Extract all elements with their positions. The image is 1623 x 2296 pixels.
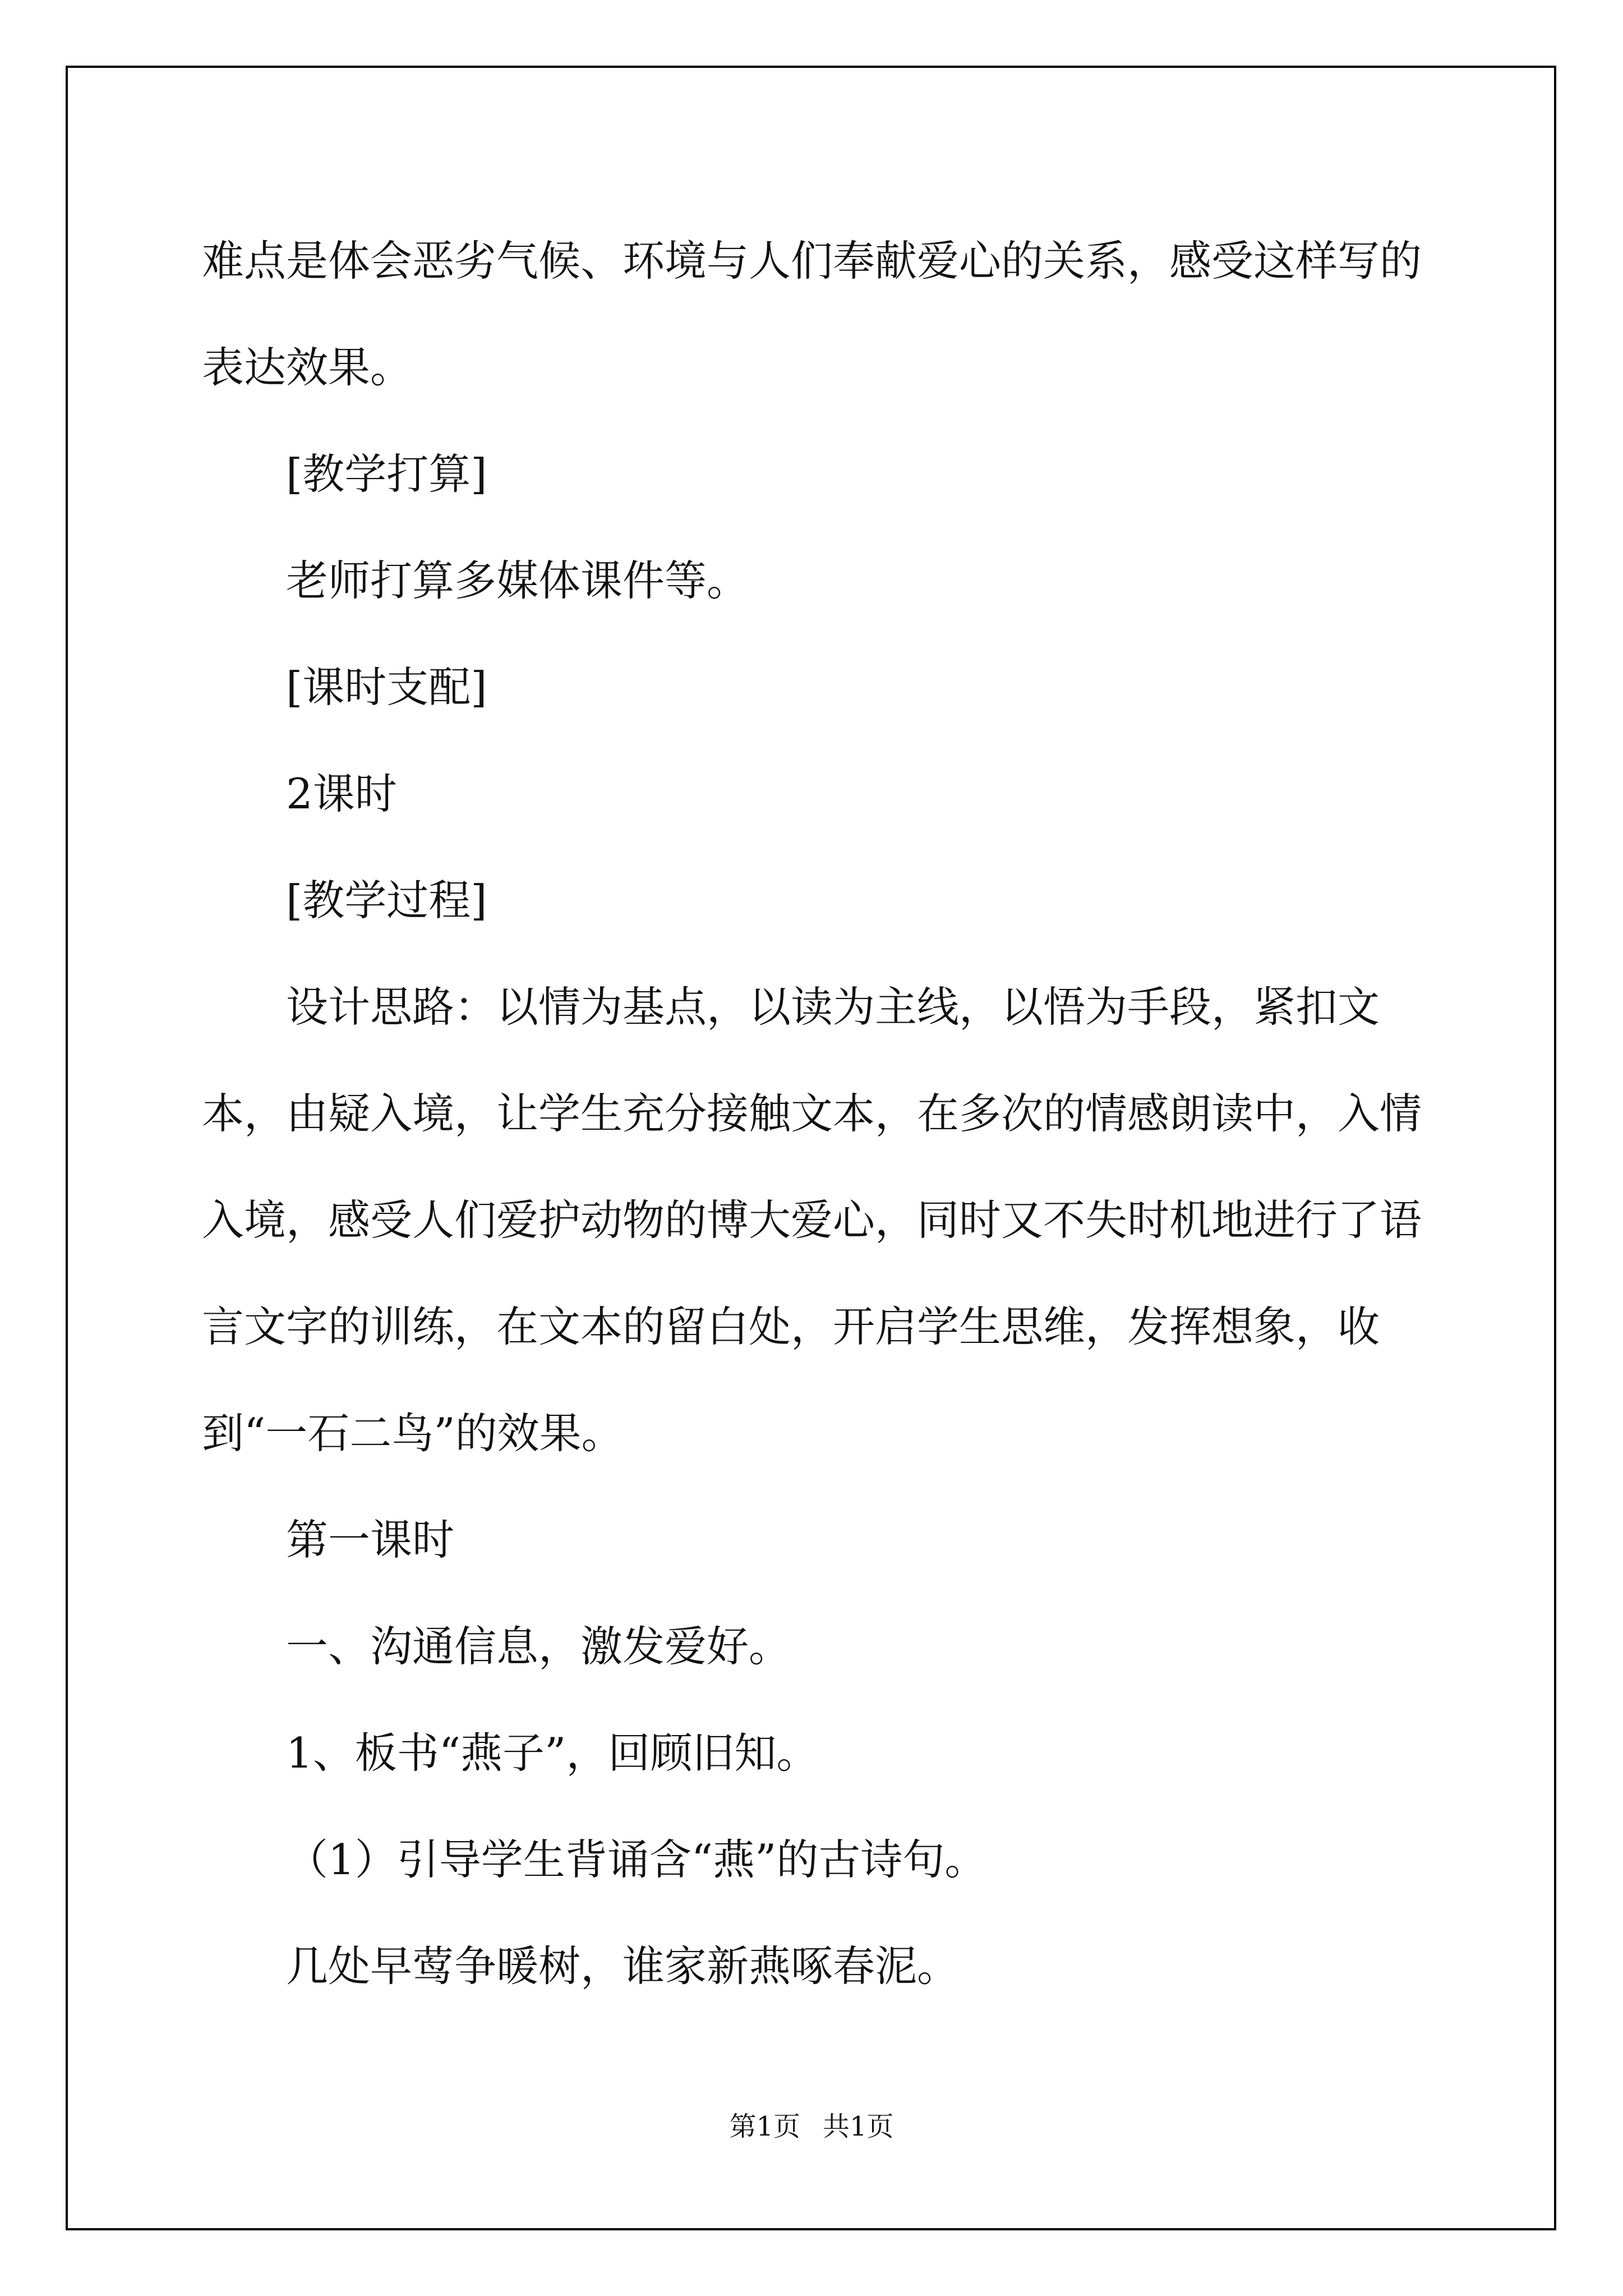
page-number: 第1页 xyxy=(729,2111,800,2142)
section-step-one: 一、沟通信息，激发爱好。 xyxy=(286,1622,791,1671)
paragraph-design-idea: 设计思路：以情为基点，以读为主线，以悟为手段，紧扣文本，由疑入境，让学生充分接触文本，在多次的情感朗读中，入情入境，感受人们爱护动物的博大爱心，同时又不失时机地进行了语言文字的训练，在文本的留白处，开启学生思维，发挥想象，收到“一石二鸟”的效果。 xyxy=(202,982,1422,1458)
document-body xyxy=(202,208,1436,2019)
list-item-1: 1、板书“燕子”，回顾旧知。 xyxy=(286,1728,819,1778)
page-total: 共1页 xyxy=(823,2111,894,2142)
heading-teaching-process: [教学过程] xyxy=(286,876,487,925)
list-subitem-1: （1）引导学生背诵含“燕”的古诗句。 xyxy=(286,1835,987,1884)
poem-line: 几处早莺争暖树，谁家新燕啄春泥。 xyxy=(286,1941,960,1991)
heading-first-lesson: 第一课时 xyxy=(286,1515,455,1565)
paragraph-class-hours: 2课时 xyxy=(286,769,397,818)
paragraph-preparation: 老师打算多媒体课件等。 xyxy=(286,556,749,605)
page-footer xyxy=(0,2105,1623,2143)
paragraph-difficulty: 难点是体会恶劣气候、环境与人们奉献爱心的关系，感受这样写的表达效果。 xyxy=(202,236,1422,392)
heading-teaching-preparation: [教学打算] xyxy=(286,449,487,499)
heading-class-schedule: [课时支配] xyxy=(286,662,487,712)
